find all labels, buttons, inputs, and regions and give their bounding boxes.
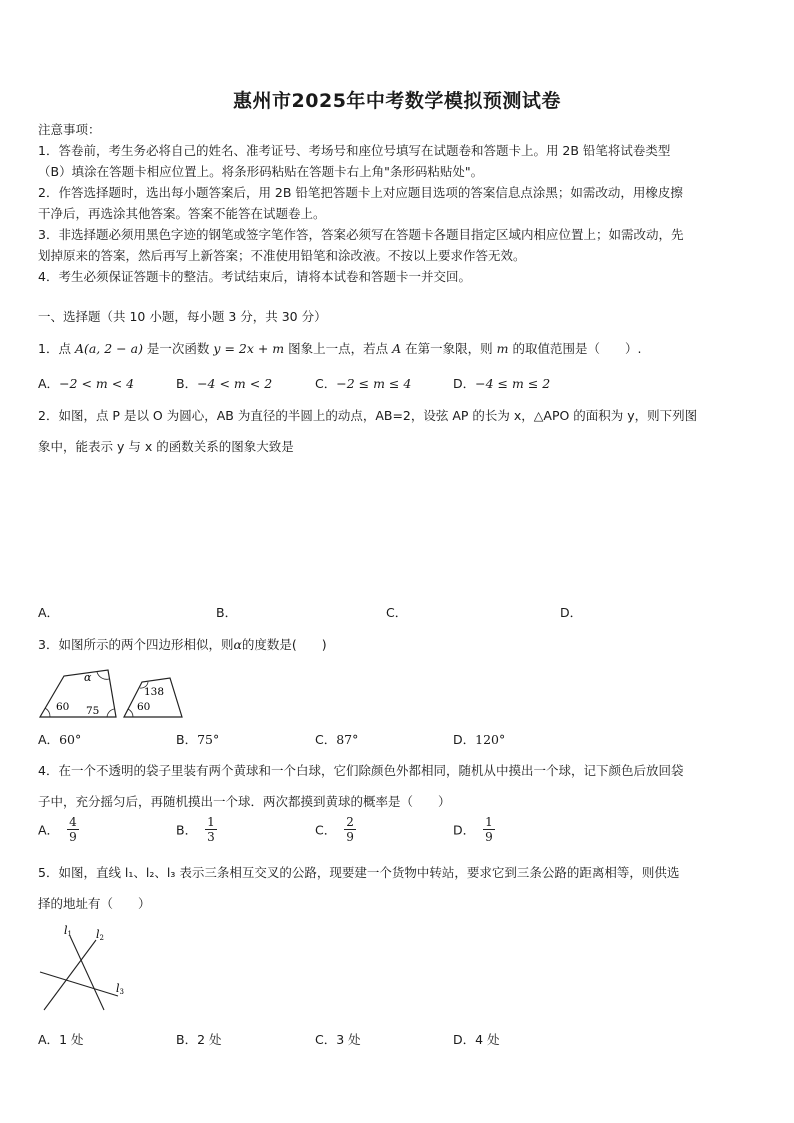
left-label-60: 60 — [56, 701, 70, 713]
question-1 — [38, 339, 641, 357]
q4-option-c[interactable]: C． $\frac{2}{9}$ — [315, 815, 354, 844]
q4-option-d[interactable]: D． $\frac{1}{9}$ — [453, 815, 493, 844]
q3-figure — [36, 666, 186, 720]
label-l1: l1 — [64, 924, 72, 938]
line-l1 — [70, 936, 104, 1010]
q5-option-a[interactable]: A．1 处 — [38, 1032, 84, 1047]
section-heading: 一、选择题（共 10 小题，每小题 3 分，共 30 分） — [38, 309, 327, 324]
q1-option-b[interactable]: B．−4 < m < 2 — [176, 376, 273, 391]
notice-line: 2．作答选择题时，选出每小题答案后，用 2B 铅笔把答题卡上对应题目选项的答案信息点涂黑；如需改动，用橡皮擦 — [38, 185, 683, 200]
q1-option-a[interactable]: A．−2 < m < 4 — [38, 376, 135, 391]
q1-mid2: 图象上一点，若点 — [284, 341, 393, 356]
alpha-angle-arc — [97, 672, 109, 679]
label-l3: l3 — [116, 982, 124, 996]
notice-line: 干净后，再选涂其他答案。答案不能答在试题卷上。 — [38, 206, 326, 221]
q1-mid3: 在第一象限，则 — [401, 341, 497, 356]
q2-option-b[interactable]: B． — [216, 605, 238, 620]
fraction: $\frac{1}{9}$ — [485, 815, 493, 844]
q4-option-b[interactable]: B． $\frac{1}{3}$ — [176, 815, 215, 844]
q5-option-c[interactable]: C．3 处 — [315, 1032, 361, 1047]
q1-prefix: 1．点 — [38, 341, 75, 356]
left-label-alpha: α — [84, 671, 92, 684]
q1-function: y = 2x + m — [213, 341, 285, 356]
notice-line: （B）填涂在答题卡相应位置上。将条形码粘贴在答题卡右上角"条形码粘贴处"。 — [38, 164, 484, 179]
q2-option-c[interactable]: C． — [386, 605, 408, 620]
q5-option-d[interactable]: D．4 处 — [453, 1032, 500, 1047]
left-angle-arc — [45, 708, 50, 717]
page-title: 惠州市2025年中考数学模拟预测试卷 — [233, 90, 561, 112]
q5-figure — [36, 922, 132, 1018]
q3-option-d[interactable]: D．120° — [453, 732, 506, 747]
label-l2: l2 — [96, 928, 104, 942]
fraction: $\frac{2}{9}$ — [346, 815, 354, 844]
q4-option-a[interactable]: A． $\frac{4}{9}$ — [38, 815, 77, 844]
left-quadrilateral — [40, 670, 116, 717]
question-5-line2: 择的地址有（ ） — [38, 896, 151, 911]
q3-option-c[interactable]: C．87° — [315, 732, 359, 747]
question-3: 3．如图所示的两个四边形相似，则α的度数是( ) — [38, 637, 327, 652]
left-angle-arc — [107, 709, 114, 717]
fraction: $\frac{1}{3}$ — [207, 815, 215, 844]
question-4-line1: 4．在一个不透明的袋子里装有两个黄球和一个白球，它们除颜色外都相同，随机从中摸出一个球，记下颜色后放回袋 — [38, 763, 684, 778]
right-angle-arc — [128, 709, 133, 717]
q1-m: m — [496, 341, 509, 356]
question-2-line1: 2．如图，点 P 是以 O 为圆心，AB 为直径的半圆上的动点，AB=2，设弦 AP 的长为 x，△APO 的面积为 y，则下列图 — [38, 408, 698, 423]
q2-option-d[interactable]: D． — [560, 605, 583, 620]
q1-point: A(a, 2 − a) — [74, 341, 143, 356]
question-4-line2: 子中，充分摇匀后，再随机摸出一个球．两次都摸到黄球的概率是（ ） — [38, 794, 451, 809]
notice-line: 划掉原来的答案，然后再写上新答案；不准使用铅笔和涂改液。不按以上要求作答无效。 — [38, 248, 526, 263]
notice-line: 3．非选择题必须用黑色字迹的钢笔或签字笔作答，答案必须写在答题卡各题目指定区域内相应位置上；如需改动，先 — [38, 227, 684, 242]
question-2-line2: 象中，能表示 y 与 x 的函数关系的图象大致是 — [38, 439, 294, 454]
q1-option-d[interactable]: D．−4 ≤ m ≤ 2 — [453, 376, 551, 391]
q1-suffix: 的取值范围是（ ）. — [508, 341, 642, 356]
notice-line: 4．考生必须保证答题卡的整洁。考试结束后，请将本试卷和答题卡一并交回。 — [38, 269, 471, 284]
q3-option-b[interactable]: B．75° — [176, 732, 220, 747]
notice-line: 1．答卷前，考生务必将自己的姓名、准考证号、考场号和座位号填写在试题卷和答题卡上。用 2B 铅笔将试卷类型 — [38, 143, 671, 158]
q3-alpha: α — [233, 637, 242, 652]
right-label-138: 138 — [144, 686, 165, 698]
q5-option-b[interactable]: B．2 处 — [176, 1032, 222, 1047]
left-label-75: 75 — [86, 705, 100, 717]
q1-option-c[interactable]: C．−2 ≤ m ≤ 4 — [315, 376, 412, 391]
line-l3 — [40, 972, 118, 996]
q2-option-a[interactable]: A． — [38, 605, 60, 620]
fraction: $\frac{4}{9}$ — [69, 815, 77, 844]
notice-heading: 注意事项： — [38, 122, 101, 137]
question-5-line1: 5．如图，直线 l₁、l₂、l₃ 表示三条相互交叉的公路，现要建一个货物中转站，要求它到三条公路的距离相等，则供选 — [38, 865, 680, 880]
q1-point-a: A — [392, 341, 402, 356]
q3-option-a[interactable]: A．60° — [38, 732, 82, 747]
q1-mid1: 是一次函数 — [142, 341, 214, 356]
right-label-60: 60 — [137, 701, 151, 713]
